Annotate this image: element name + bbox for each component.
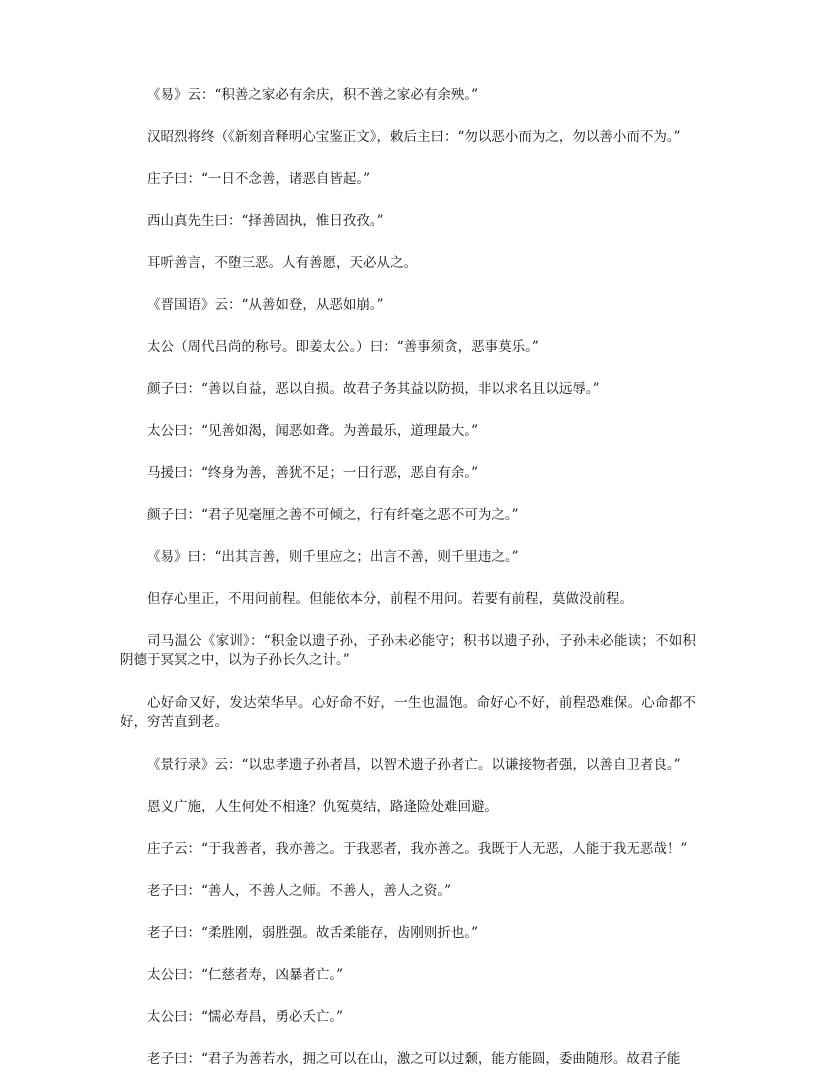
paragraph: 马援曰：“终身为善，善犹不足；一日行恶，恶自有余。” <box>147 465 479 481</box>
paragraph: 《易》曰：“出其言善，则千里应之；出言不善，则千里违之。” <box>147 549 519 565</box>
paragraph: 庄子曰：“一日不念善，诸恶自皆起。” <box>147 171 371 187</box>
paragraph: 太公曰：“懦必寿昌，勇必夭亡。” <box>147 1009 344 1025</box>
paragraph: 太公曰：“见善如渴，闻恶如聋。为善最乐，道理最大。” <box>147 423 479 439</box>
paragraph: 老子曰：“柔胜刚，弱胜强。故舌柔能存，齿刚则折也。” <box>147 925 479 941</box>
paragraph: 太公（周代吕尚的称号。即姜太公。）曰：“善事须贪，恶事莫乐。” <box>147 339 539 355</box>
paragraph: 颜子曰：“君子见毫厘之善不可倾之，行有纤毫之恶不可为之。” <box>147 507 519 523</box>
paragraph: 西山真先生曰：“择善固执，惟日孜孜。” <box>147 213 384 229</box>
paragraph: 庄子云：“于我善者，我亦善之。于我恶者，我亦善之。我既于人无恶，人能于我无恶哉！” <box>147 841 688 857</box>
paragraph: 颜子曰：“善以自益，恶以自损。故君子务其益以防损，非以求名且以远辱。” <box>147 381 600 397</box>
paragraph: 《易》云：“积善之家必有余庆，积不善之家必有余殃。” <box>147 87 479 103</box>
paragraph: 汉昭烈将终（《新刻音释明心宝鉴正文》，敕后主曰：“勿以恶小而为之，勿以善小而不为。” <box>147 129 681 145</box>
paragraph: 《景行录》云：“以忠孝遗子孙者昌，以智术遗子孙者亡。以谦接物者强，以善自卫者良。” <box>147 757 681 773</box>
paragraph: 但存心里正，不用问前程。但能依本分，前程不用问。若要有前程，莫做没前程。 <box>147 591 633 607</box>
paragraph: 恩义广施，人生何处不相逢？仇冤莫结，路逢险处难回避。 <box>147 799 498 815</box>
paragraph: 老子曰：“善人，不善人之师。不善人，善人之资。” <box>147 883 452 899</box>
paragraph: 心好命又好，发达荣华早。心好命不好，一生也温饱。命好心不好，前程恐难保。心命都不好，穷苦直到老。 <box>120 695 696 730</box>
paragraph: 太公曰：“仁慈者寿，凶暴者亡。” <box>147 967 344 983</box>
paragraph: 《晋国语》云：“从善如登，从恶如崩。” <box>147 297 384 313</box>
text-column <box>120 86 696 1092</box>
paragraph: 老子曰：“君子为善若水，拥之可以在山，激之可以过颡，能方能圆，委曲随形。故君子能 <box>147 1051 681 1067</box>
paragraph: 司马温公《家训》：“积金以遗子孙，子孙未必能守；积书以遗子孙，子孙未必能读；不如积阴德于冥冥之中，以为子孙长久之计。” <box>120 633 696 668</box>
paragraph: 耳听善言，不堕三恶。人有善愿，天必从之。 <box>147 255 417 271</box>
